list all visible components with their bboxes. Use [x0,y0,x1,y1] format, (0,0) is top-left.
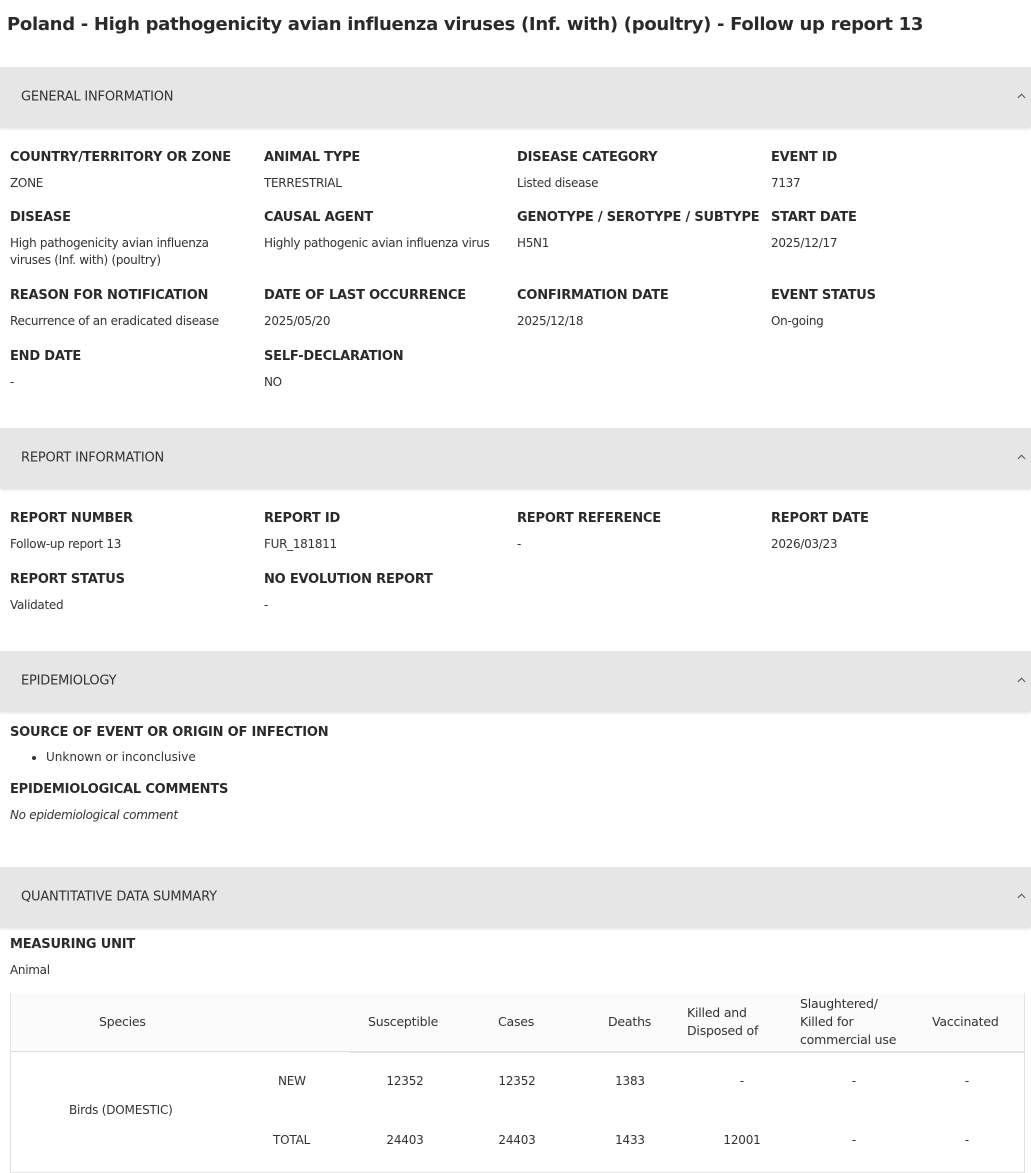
section-title: QUANTITATIVE DATA SUMMARY [21,889,217,905]
field-value: 2026/03/23 [771,537,838,551]
field-report-reference [517,511,767,553]
field-label: REPORT ID [264,511,341,526]
field-label: CONFIRMATION DATE [517,288,669,303]
column-header-susceptible: Susceptible [368,1014,439,1029]
field-value [10,235,260,269]
section-title: REPORT INFORMATION [21,450,165,466]
field-label: REPORT REFERENCE [517,511,661,526]
field-label: COUNTRY/TERRITORY OR ZONE [10,150,231,165]
page-title: Poland - High pathogenicity avian influenza viruses (Inf. with) (poultry) - Follow up report 13 [7,14,924,35]
header-divider [797,1051,910,1053]
section-title: GENERAL INFORMATION [21,89,174,105]
header-line: Disposed of [687,1023,759,1038]
field-value: - [10,375,15,389]
field-value: Recurrence of an eradicated disease [10,314,219,328]
quantitative-data-table [10,993,1025,1173]
header-divider [685,1051,797,1053]
chevron-up-icon[interactable] [1017,676,1026,685]
field-animal-type [264,150,514,192]
header-divider [461,1051,573,1053]
field-value: ZONE [10,176,44,190]
field-value: On-going [771,314,824,328]
cell-vaccinated: - [964,1133,970,1147]
cell-vaccinated: - [964,1074,970,1088]
header-line: Killed for [800,1014,854,1029]
field-country [10,150,260,192]
field-label: GENOTYPE / SEROTYPE / SUBTYPE [517,210,760,225]
header-line: Killed and [687,1005,747,1020]
species-name: Birds (DOMESTIC) [69,1103,173,1117]
field-value: 2025/12/17 [771,236,838,250]
field-no-evolution-report [264,572,514,614]
field-event-status [771,288,1021,330]
field-genotype [517,210,767,252]
field-last-occurrence [264,288,514,330]
measuring-unit-label: MEASURING UNIT [10,937,136,952]
field-label: REPORT NUMBER [10,511,133,526]
field-value: Validated [10,598,64,612]
field-label: CAUSAL AGENT [264,210,373,225]
field-causal-agent [264,210,524,252]
cell-deaths: 1433 [615,1133,645,1147]
field-value: H5N1 [517,236,550,250]
column-header-killed [687,1004,758,1040]
row-type: NEW [278,1074,306,1088]
field-disease-category [517,150,767,192]
table-header [11,993,1024,1052]
cell-deaths: 1383 [615,1074,645,1088]
row-type: TOTAL [273,1133,311,1147]
field-end-date [10,349,260,391]
field-report-number [10,511,260,553]
column-header-species: Species [99,1014,146,1029]
field-label: SELF-DECLARATION [264,349,404,364]
cell-slaughtered: - [851,1133,857,1147]
field-label: ANIMAL TYPE [264,150,361,165]
measuring-unit-value: Animal [10,963,50,977]
field-report-id [264,511,514,553]
field-label: REASON FOR NOTIFICATION [10,288,209,303]
field-event-id [771,150,1021,192]
list-item: • Unknown or inconclusive [46,750,196,764]
field-value: 2025/05/20 [264,314,331,328]
field-value-line: viruses (Inf. with) (poultry) [10,253,161,267]
field-value: Highly pathogenic avian influenza virus [264,236,490,250]
cell-slaughtered: - [851,1074,857,1088]
field-disease [10,210,260,269]
cell-killed: - [739,1074,745,1088]
cell-cases: 24403 [498,1133,536,1147]
field-value-line: High pathogenicity avian influenza [10,236,209,250]
section-header-report-information[interactable] [0,428,1031,488]
column-header-deaths: Deaths [608,1014,652,1029]
field-start-date [771,210,1021,252]
section-header-quantitative-data-summary[interactable] [0,867,1031,927]
field-value: TERRESTRIAL [264,176,342,190]
cell-susceptible: 24403 [386,1133,424,1147]
field-value: Follow-up report 13 [10,537,122,551]
header-line: Slaughtered/ [800,996,878,1011]
field-value: - [517,537,522,551]
column-header-cases: Cases [498,1014,535,1029]
field-value: - [264,598,269,612]
chevron-up-icon[interactable] [1017,92,1026,101]
cell-killed: 12001 [723,1133,761,1147]
field-label: REPORT STATUS [10,572,125,587]
field-report-date [771,511,1021,553]
field-value: 2025/12/18 [517,314,584,328]
field-reason [10,288,260,330]
section-title: EPIDEMIOLOGY [21,673,117,689]
field-label: REPORT DATE [771,511,869,526]
field-report-status [10,572,260,614]
header-line: commercial use [800,1032,897,1047]
field-label: EVENT ID [771,150,838,165]
field-label: DISEASE [10,210,71,225]
field-label: NO EVOLUTION REPORT [264,572,433,587]
header-divider [349,1051,461,1053]
header-divider [910,1051,1024,1053]
field-value: NO [264,375,282,389]
epidemiological-comments-value: No epidemiological comment [10,808,178,822]
field-value: FUR_181811 [264,537,337,551]
section-header-epidemiology[interactable] [0,651,1031,711]
epidemiological-comments-label: EPIDEMIOLOGICAL COMMENTS [10,782,229,797]
field-confirmation-date [517,288,767,330]
field-value: 7137 [771,176,801,190]
field-self-declaration [264,349,514,391]
field-label: EVENT STATUS [771,288,876,303]
source-of-event-label: SOURCE OF EVENT OR ORIGIN OF INFECTION [10,725,329,740]
section-header-general-information[interactable] [0,67,1031,127]
field-value: Listed disease [517,176,599,190]
cell-susceptible: 12352 [386,1074,424,1088]
chevron-up-icon[interactable] [1017,453,1026,462]
chevron-up-icon[interactable] [1017,892,1026,901]
source-of-event-list [10,750,196,764]
field-label: END DATE [10,349,82,364]
field-label: START DATE [771,210,857,225]
column-header-vaccinated: Vaccinated [932,1014,999,1029]
column-header-slaughtered [800,995,896,1049]
header-divider [573,1051,685,1053]
field-label: DATE OF LAST OCCURRENCE [264,288,466,303]
field-label: DISEASE CATEGORY [517,150,658,165]
cell-cases: 12352 [498,1074,536,1088]
